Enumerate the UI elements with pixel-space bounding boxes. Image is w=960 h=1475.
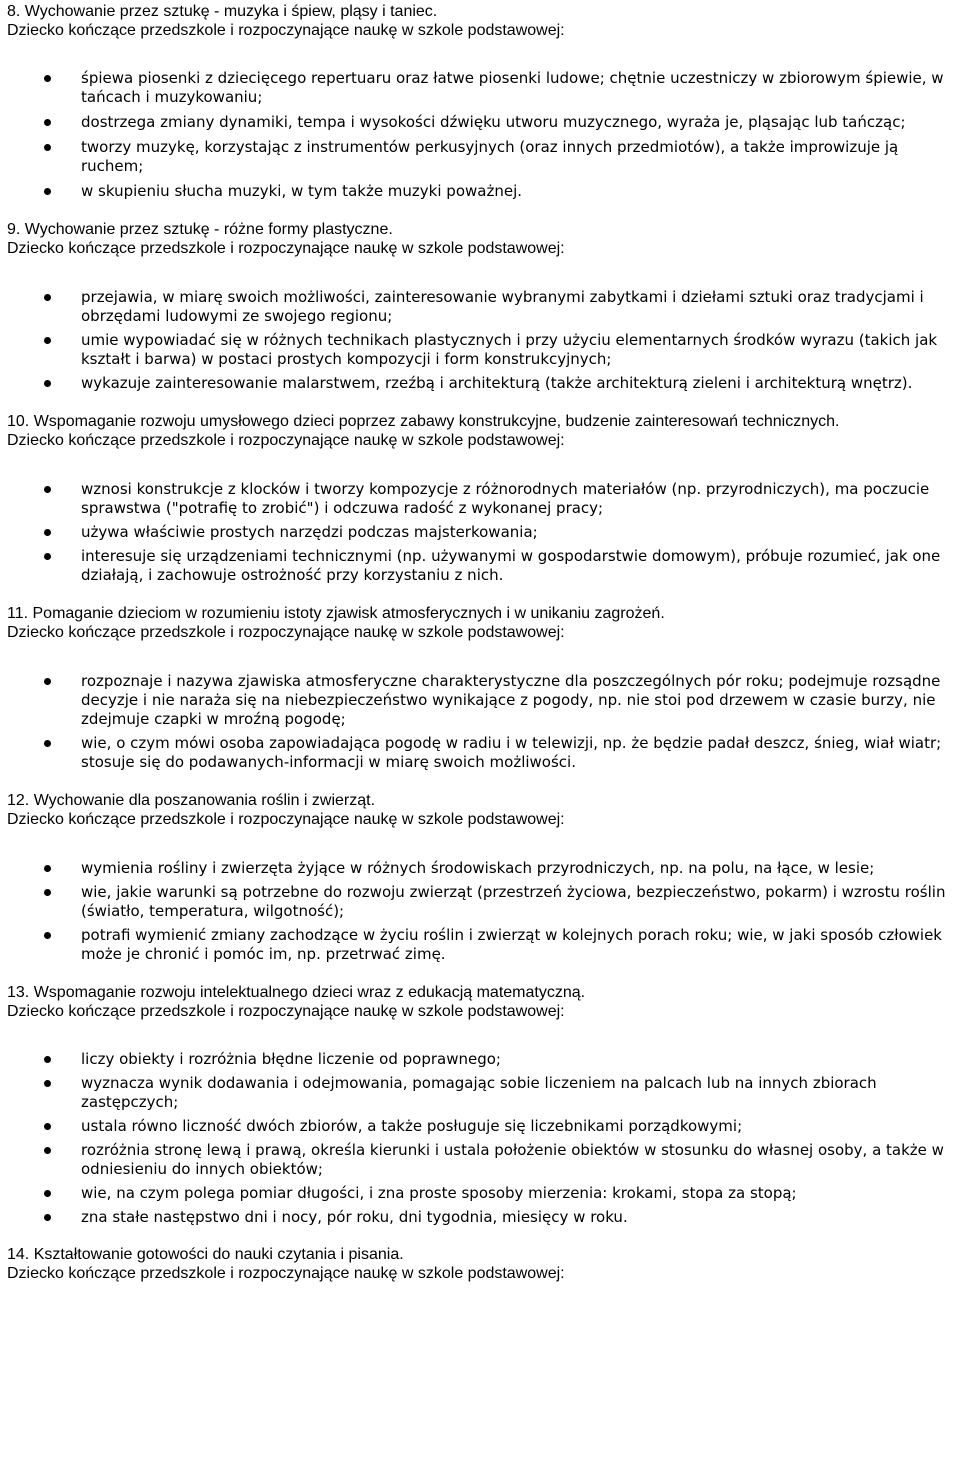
bullet-list [7, 672, 956, 772]
section-10 [7, 412, 956, 585]
bullet-icon [44, 75, 51, 82]
list-item-text: wie, jakie warunki są potrzebne do rozwoju zwierząt (przestrzeń życiowa, bezpieczeństwo, pokarm) i wzrostu roślin (światło, temperatura, wilgotność); [81, 883, 946, 920]
bullet-icon [44, 1190, 51, 1197]
section-intro: Dziecko kończące przedszkole i rozpoczynające naukę w szkole podstawowej: [7, 240, 565, 257]
list-item [7, 883, 956, 921]
list-item-text: używa właściwie prostych narzędzi podczas majsterkowania; [81, 523, 538, 541]
list-item [7, 113, 956, 132]
list-item [7, 734, 956, 772]
bullet-icon [44, 1214, 51, 1221]
list-item [7, 1074, 956, 1112]
list-item-text: interesuje się urządzeniami technicznymi (np. używanymi w gospodarstwie domowym), próbuje rozumieć, jak one działają, i zachowuje ostrożność przy korzystaniu z nich. [81, 547, 941, 584]
list-item-text: zna stałe następstwo dni i nocy, pór roku, dni tygodnia, miesięcy w roku. [81, 1208, 628, 1226]
list-item-text: liczy obiekty i rozróżnia błędne liczenie od poprawnego; [81, 1050, 501, 1068]
list-item [7, 547, 956, 585]
bullet-icon [44, 380, 51, 387]
bullet-icon [44, 119, 51, 126]
bullet-icon [44, 1056, 51, 1063]
list-item [7, 1208, 956, 1227]
section-intro: Dziecko kończące przedszkole i rozpoczynające naukę w szkole podstawowej: [7, 811, 565, 828]
section-title: 8. Wychowanie przez sztukę - muzyka i śpiew, pląsy i taniec. [7, 3, 438, 20]
bullet-list [7, 859, 956, 964]
section-intro: Dziecko kończące przedszkole i rozpoczynające naukę w szkole podstawowej: [7, 432, 565, 449]
bullet-icon [44, 486, 51, 493]
list-item [7, 182, 956, 201]
bullet-list [7, 288, 956, 393]
bullet-icon [44, 932, 51, 939]
list-item-text: wie, o czym mówi osoba zapowiadająca pogodę w radiu i w telewizji, np. że będzie padał deszcz, śnieg, wiał wiatr; stosuje się do podawanych-informacji w miarę swoich możliwości. [81, 734, 942, 771]
list-item [7, 1184, 956, 1203]
bullet-icon [44, 1080, 51, 1087]
section-title: 14. Kształtowanie gotowości do nauki czytania i pisania. [7, 1246, 404, 1263]
list-item-text: wie, na czym polega pomiar długości, i zna proste sposoby mierzenia: krokami, stopa za stopą; [81, 1184, 797, 1202]
list-item [7, 1141, 956, 1179]
list-item [7, 523, 956, 542]
list-item [7, 859, 956, 878]
list-item [7, 331, 956, 369]
section-8 [7, 2, 956, 201]
bullet-icon [44, 1123, 51, 1130]
bullet-list [7, 1050, 956, 1227]
list-item-text: wznosi konstrukcje z klocków i tworzy kompozycje z różnorodnych materiałów (np. przyrodniczych), ma poczucie sprawstwa ("potrafię to zrobić") i odczuwa radość z wykonanej pracy; [81, 480, 930, 517]
list-item [7, 374, 956, 393]
bullet-icon [44, 294, 51, 301]
bullet-list [7, 480, 956, 585]
section-title: 11. Pomaganie dzieciom w rozumieniu istoty zjawisk atmosferycznych i w unikaniu zagrożeń. [7, 605, 665, 622]
bullet-icon [44, 529, 51, 536]
bullet-icon [44, 865, 51, 872]
list-item-text: dostrzega zmiany dynamiki, tempa i wysokości dźwięku utworu muzycznego, wyraża je, pląsając lub tańcząc; [81, 113, 906, 131]
list-item-text: umie wypowiadać się w różnych technikach plastycznych i przy użyciu elementarnych środków wyrazu (takich jak kształt i barwa) w postaci prostych kompozycji i form konstrukcyjnych; [81, 331, 938, 368]
list-item-text: tworzy muzykę, korzystając z instrumentów perkusyjnych (oraz innych przedmiotów), a także improwizuje ją ruchem; [81, 138, 899, 175]
list-item-text: śpiewa piosenki z dziecięcego repertuaru oraz łatwe piosenki ludowe; chętnie uczestniczy w zbiorowym śpiewie, w tańcach i muzykowaniu; [81, 69, 944, 106]
section-title: 9. Wychowanie przez sztukę - różne formy plastyczne. [7, 221, 393, 238]
bullet-icon [44, 337, 51, 344]
section-13 [7, 983, 956, 1227]
list-item-text: w skupieniu słucha muzyki, w tym także muzyki poważnej. [81, 182, 523, 200]
list-item-text: przejawia, w miarę swoich możliwości, zainteresowanie wybranymi zabytkami i dziełami sztuki oraz tradycjami i obrzędami ludowymi ze swojego regionu; [81, 288, 924, 325]
section-title: 13. Wspomaganie rozwoju intelektualnego dzieci wraz z edukacją matematyczną. [7, 984, 586, 1001]
bullet-icon [44, 1147, 51, 1154]
section-11 [7, 604, 956, 772]
section-14 [7, 1245, 956, 1283]
bullet-icon [44, 553, 51, 560]
bullet-icon [44, 740, 51, 747]
list-item-text: rozpoznaje i nazywa zjawiska atmosferyczne charakterystyczne dla poszczególnych pór roku; podejmuje rozsądne decyzje i nie naraża się na niebezpieczeństwo wynikające z pogody, np. nie stoi pod drzewem w czasie burzy, nie zdejmuje czapki w mroźną pogodę; [81, 672, 941, 728]
list-item [7, 672, 956, 729]
list-item [7, 1117, 956, 1136]
section-9 [7, 220, 956, 393]
list-item-text: ustala równo liczność dwóch zbiorów, a także posługuje się liczebnikami porządkowymi; [81, 1117, 743, 1135]
list-item-text: wymienia rośliny i zwierzęta żyjące w różnych środowiskach przyrodniczych, np. na polu, na łące, w lesie; [81, 859, 875, 877]
list-item [7, 138, 956, 176]
bullet-icon [44, 144, 51, 151]
bullet-icon [44, 678, 51, 685]
section-12 [7, 791, 956, 964]
bullet-icon [44, 188, 51, 195]
section-title: 12. Wychowanie dla poszanowania roślin i zwierząt. [7, 792, 376, 809]
list-item [7, 1050, 956, 1069]
list-item-text: wykazuje zainteresowanie malarstwem, rzeźbą i architekturą (także architekturą zieleni i architekturą wnętrz). [81, 374, 913, 392]
list-item-text: potrafi wymienić zmiany zachodzące w życiu roślin i zwierząt w kolejnych porach roku; wie, w jaki sposób człowiek może je chronić i pomóc im, np. przetrwać zimę. [81, 926, 942, 963]
list-item-text: rozróżnia stronę lewą i prawą, określa kierunki i ustala położenie obiektów w stosunku do własnej osoby, a także w odniesieniu do innych obiektów; [81, 1141, 944, 1178]
list-item [7, 69, 956, 107]
section-intro: Dziecko kończące przedszkole i rozpoczynające naukę w szkole podstawowej: [7, 624, 565, 641]
section-intro: Dziecko kończące przedszkole i rozpoczynające naukę w szkole podstawowej: [7, 1003, 565, 1020]
bullet-list [7, 69, 956, 201]
list-item [7, 926, 956, 964]
section-intro: Dziecko kończące przedszkole i rozpoczynające naukę w szkole podstawowej: [7, 1265, 565, 1282]
section-title: 10. Wspomaganie rozwoju umysłowego dzieci poprzez zabawy konstrukcyjne, budzenie zainteresowań technicznych. [7, 413, 840, 430]
list-item-text: wyznacza wynik dodawania i odejmowania, pomagając sobie liczeniem na palcach lub na innych zbiorach zastępczych; [81, 1074, 877, 1111]
section-intro: Dziecko kończące przedszkole i rozpoczynające naukę w szkole podstawowej: [7, 22, 565, 39]
list-item [7, 480, 956, 518]
list-item [7, 288, 956, 326]
bullet-icon [44, 889, 51, 896]
